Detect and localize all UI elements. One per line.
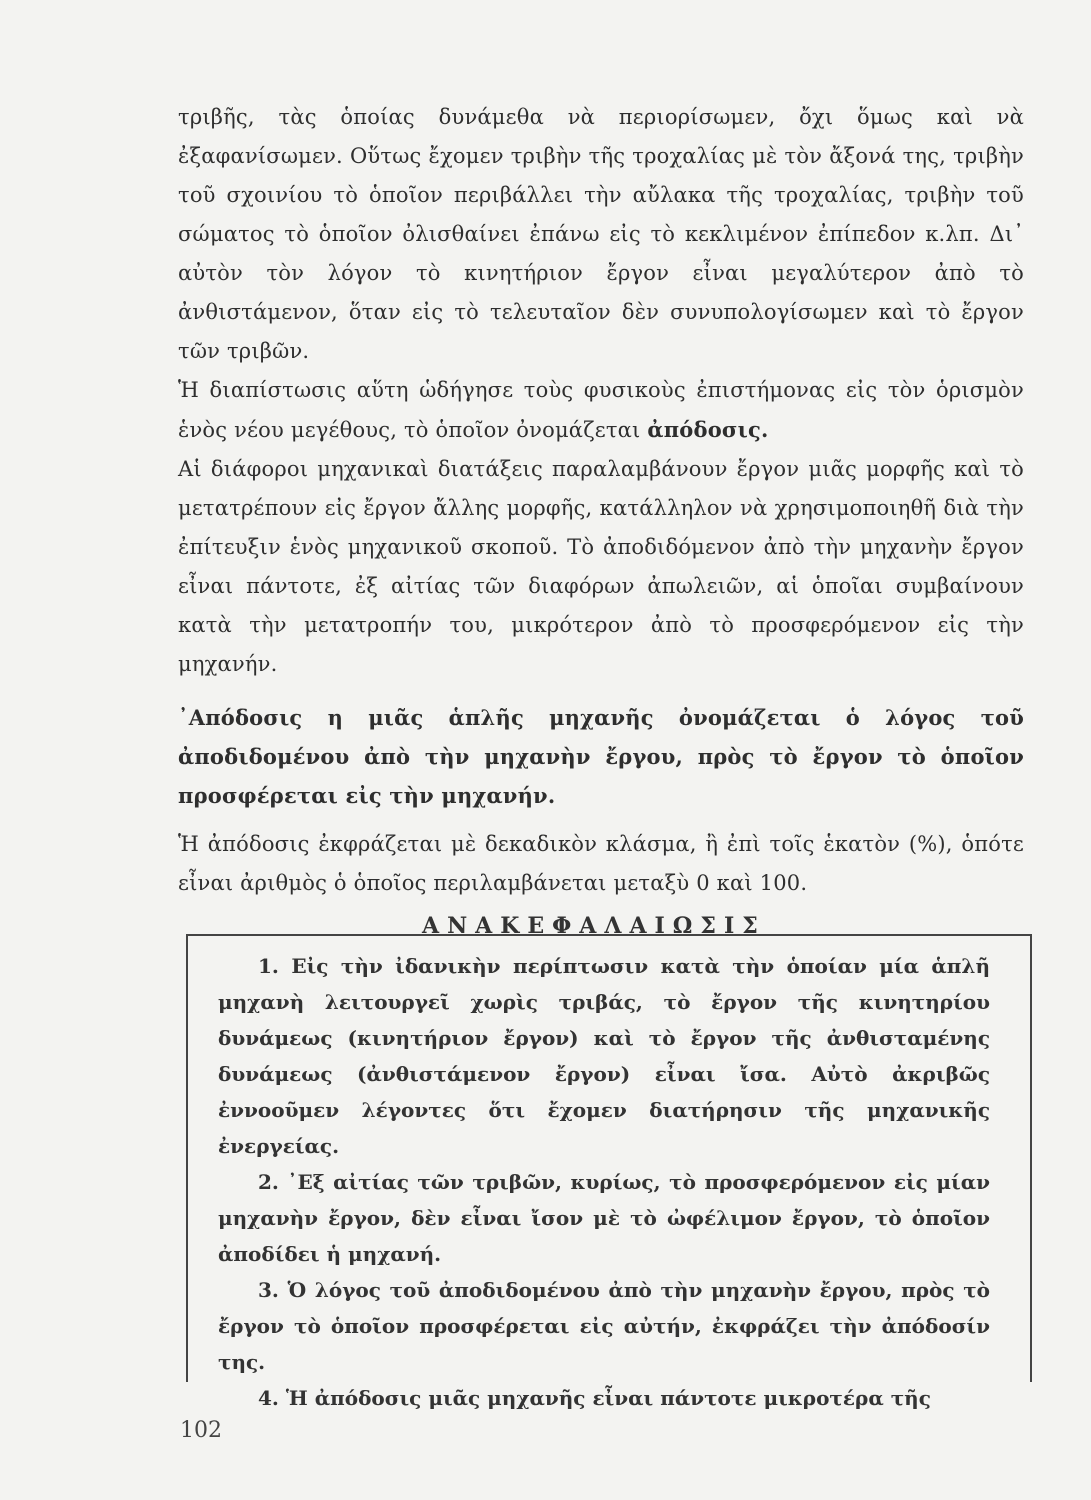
summary-item (218, 948, 990, 1164)
paragraph-efficiency-intro (178, 371, 1024, 450)
summary-item-number: 1. (258, 954, 279, 978)
summary-item (218, 1272, 990, 1380)
efficiency-definition: ᾽Απόδοσις η μιᾶς ἁπλῆς μηχανῆς ὀνομάζεται ὁ λόγος τοῦ ἀποδιδομένου ἀπὸ τὴν μηχανὴν ἔργου, πρὸς τὸ ἔργον τὸ ὁποῖον προσφέρεται εἰς τὴν μηχανήν. (178, 705, 1024, 808)
summary-title: ΑΝΑΚΕΦΑΛΑΙΩΣΙΣ (422, 913, 766, 939)
summary-list (218, 948, 990, 1416)
paragraph-efficiency-expression: Ἡ ἀπόδοσις ἐκφράζεται μὲ δεκαδικὸν κλάσμα, ἢ ἐπὶ τοῖς ἑκατὸν (%), ὁπότε εἶναι ἀριθμὸς ὁ ὁποῖος περιλαμβάνεται μεταξὺ 0 καὶ 100. (178, 832, 1024, 895)
summary-item-number: 3. (258, 1278, 279, 1302)
summary-item-text: Ὁ λόγος τοῦ ἀποδιδομένου ἀπὸ τὴν μηχανὴν ἔργου, πρὸς τὸ ἔργον τὸ ὁποῖον προσφέρεται εἰς αὐτήν, ἐκφράζει τὴν ἀπόδοσίν της. (218, 1278, 990, 1374)
page-number: 102 (180, 1418, 222, 1443)
paragraph-friction: τριβῆς, τὰς ὁποίας δυνάμεθα νὰ περιορίσωμεν, ὄχι ὅμως καὶ νὰ ἐξαφανίσωμεν. Οὕτως ἔχομεν τριβὴν τῆς τροχαλίας μὲ τὸν ἄξονά της, τριβὴν τοῦ σχοινίου τὸ ὁποῖον περιβάλλει τὴν αὔλακα τῆς τροχαλίας, τριβὴν τοῦ σώματος τὸ ὁποῖον ὀλισθαίνει ἐπάνω εἰς τὸ κεκλιμένον ἐπίπεδον κ.λπ. Δι᾽ αὐτὸν τὸν λόγον τὸ κινητήριον ἔργον εἶναι μεγαλύτερον ἀπὸ τὸ ἀνθιστάμενον, ὅταν εἰς τὸ τελευταῖον δὲν συνυπολογίσωμεν καὶ τὸ ἔργον τῶν τριβῶν. (178, 105, 1024, 363)
term-apodosis: ἀπόδοσις. (647, 417, 769, 442)
main-text (178, 98, 1024, 903)
summary-item-number: 2. (258, 1170, 279, 1194)
summary-item (218, 1164, 990, 1272)
summary-item-text: ᾽Εξ αἰτίας τῶν τριβῶν, κυρίως, τὸ προσφερόμενον εἰς μίαν μηχανὴν ἔργον, δὲν εἶναι ἴσον μὲ τὸ ὠφέλιμον ἔργον, τὸ ὁποῖον ἀποδίδει ἡ μηχανή. (218, 1170, 990, 1266)
summary-item-text: Εἰς τὴν ἰδανικὴν περίπτωσιν κατὰ τὴν ὁποίαν μία ἁπλῆ μηχανὴ λειτουργεῖ χωρὶς τριβάς, τὸ ἔργον τῆς κινητηρίου δυνάμεως (κινητήριον ἔργον) καὶ τὸ ἔργον τῆς ἀνθισταμένης δυνάμεως (ἀνθιστάμενον ἔργον) εἶναι ἴσα. Αὐτὸ ἀκριβῶς ἐννοοῦμεν λέγοντες ὅτι ἔχομεν διατήρησιν τῆς μηχανικῆς ἐνεργείας. (218, 954, 990, 1158)
summary-item-text: Ἡ ἀπόδοσις μιᾶς μηχανῆς εἶναι πάντοτε μικροτέρα τῆς (285, 1386, 931, 1410)
summary-item-number: 4. (258, 1386, 279, 1410)
summary-item (218, 1380, 990, 1416)
paragraph-mechanical-devices: Αἱ διάφοροι μηχανικαὶ διατάξεις παραλαμβάνουν ἔργον μιᾶς μορφῆς καὶ τὸ μετατρέπουν εἰς ἔργον ἄλλης μορφῆς, κατάλληλον νὰ χρησιμοποιηθῆ διὰ τὴν ἐπίτευξιν ἑνὸς μηχανικοῦ σκοποῦ. Τὸ ἀποδιδόμενον ἀπὸ τὴν μηχανὴν ἔργον εἶναι πάντοτε, ἐξ αἰτίας τῶν διαφόρων ἀπωλειῶν, αἱ ὁποῖαι συμβαίνουν κατὰ τὴν μετατροπήν του, μικρότερον ἀπὸ τὸ προσφερόμενον εἰς τὴν μηχανήν. (178, 457, 1024, 676)
paragraph-efficiency-intro-text: Ἡ διαπίστωσις αὕτη ὡδήγησε τοὺς φυσικοὺς ἐπιστήμονας εἰς τὸν ὁρισμὸν ἑνὸς νέου μεγέθους, τὸ ὁποῖον ὀνομάζεται (178, 378, 1024, 442)
